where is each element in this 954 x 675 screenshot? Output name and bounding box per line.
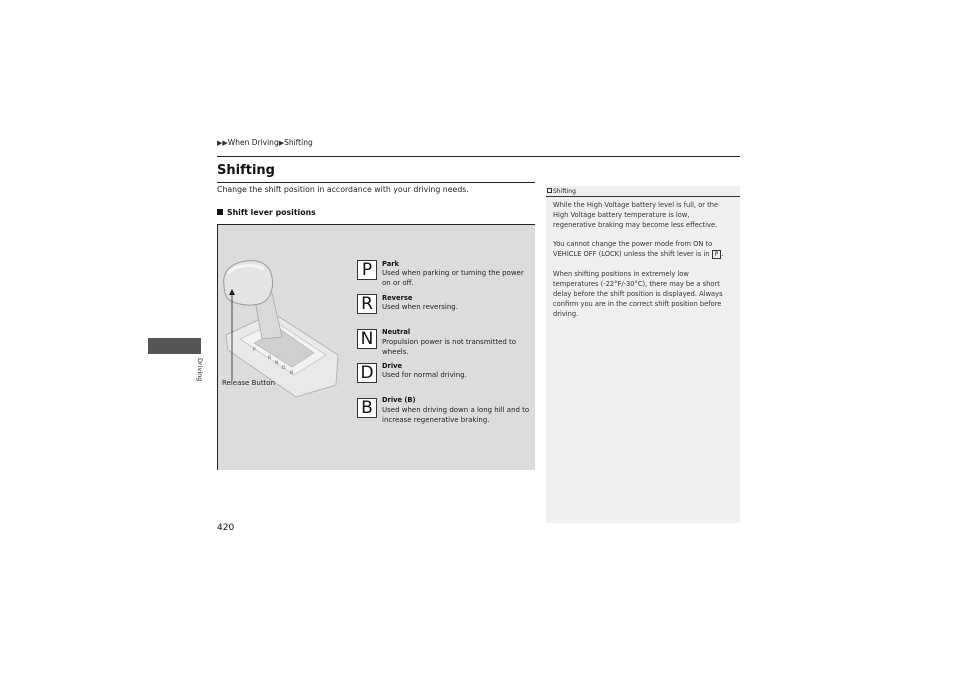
gear-d-name: Drive xyxy=(382,362,403,370)
gear-r-icon: R xyxy=(357,294,377,314)
note-heading xyxy=(546,186,740,197)
note-paragraph-3: When shifting positions in extremely low temperatures (-22°F/-30°C), there may be a short delay before the shift position is displayed. Always confirm you are in the correct shift position before driving. xyxy=(553,270,723,318)
square-bullet-icon xyxy=(217,209,223,215)
gear-n-desc: Propulsion power is not transmitted to wheels. xyxy=(382,338,517,356)
gear-n-icon: N xyxy=(357,329,377,349)
double-triangle-icon: ▶▶ xyxy=(217,139,228,147)
gear-p-desc: Used when parking or turning the power on or off. xyxy=(382,269,524,287)
note-paragraph-1: While the High Voltage battery level is full, or the High Voltage battery temperature is low, regenerative braking may become less effective. xyxy=(553,201,719,229)
gear-r-desc: Used when reversing. xyxy=(382,303,458,311)
gear-b-desc: Used when driving down a long hill and to increase regenerative braking. xyxy=(382,406,530,424)
title-rule xyxy=(217,182,535,183)
note-heading-text: Shifting xyxy=(553,188,576,195)
section-heading-text: Shift lever positions xyxy=(227,208,316,217)
note-paragraph-2-end: . xyxy=(721,250,724,258)
intro-text: Change the shift position in accordance with your driving needs. xyxy=(217,185,469,194)
gear-r-name: Reverse xyxy=(382,294,413,302)
note-panel xyxy=(546,186,740,523)
svg-text:N: N xyxy=(275,361,279,366)
gear-d-icon: D xyxy=(357,363,377,383)
chapter-tab[interactable] xyxy=(148,338,201,354)
page-number: 420 xyxy=(217,523,235,533)
svg-text:P: P xyxy=(253,348,256,353)
svg-text:D: D xyxy=(282,366,286,371)
triangle-icon: ▶ xyxy=(278,139,285,147)
page-title: Shifting xyxy=(217,163,275,178)
gear-p-name: Park xyxy=(382,260,399,268)
note-reference-icon xyxy=(547,188,552,193)
gear-p-icon: P xyxy=(357,260,377,280)
note-paragraph-2 xyxy=(553,239,733,259)
shift-lever-illustration xyxy=(218,225,353,400)
chapter-label: Driving xyxy=(196,358,204,382)
breadcrumb xyxy=(217,138,313,147)
breadcrumb-item-shifting[interactable]: Shifting xyxy=(284,138,313,147)
release-button-label: Release Button xyxy=(222,379,276,387)
gear-b-name: Drive (B) xyxy=(382,396,416,404)
gear-d-desc: Used for normal driving. xyxy=(382,371,467,379)
gear-b-icon: B xyxy=(357,398,377,418)
top-rule xyxy=(217,156,740,157)
note-paragraph-2-text: You cannot change the power mode from ON to VEHICLE OFF (LOCK) unless the shift lever is in xyxy=(553,240,713,258)
breadcrumb-item-when-driving[interactable]: When Driving xyxy=(227,138,279,147)
svg-text:B: B xyxy=(290,371,294,376)
section-heading xyxy=(217,208,316,217)
svg-text:R: R xyxy=(268,356,272,361)
gear-n-name: Neutral xyxy=(382,328,411,336)
p-keycap-icon: P xyxy=(712,250,722,259)
